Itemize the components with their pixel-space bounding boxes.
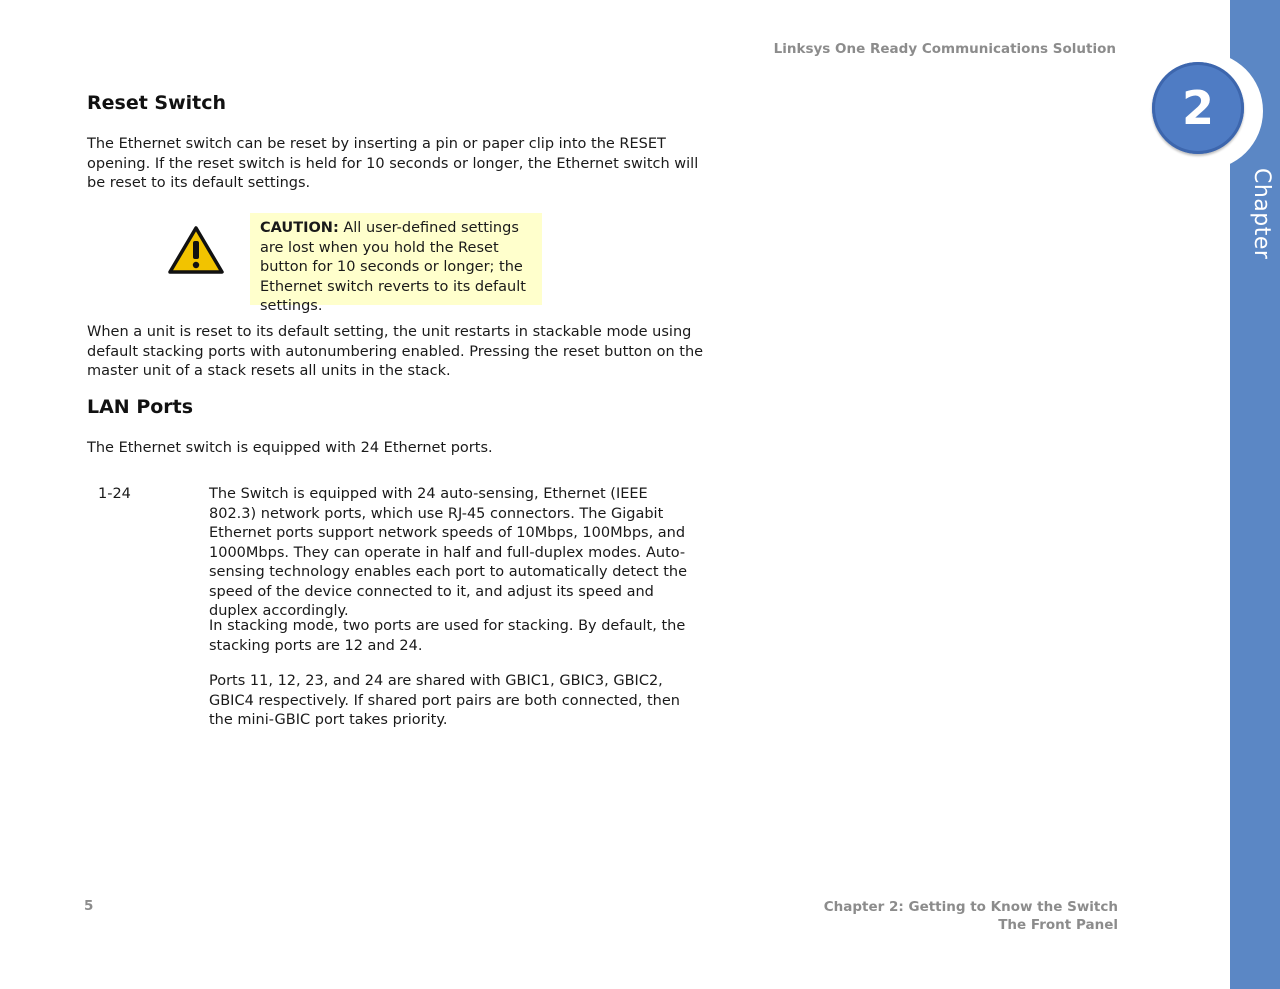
caution-callout [250,213,542,314]
caution-label: CAUTION: [260,220,339,236]
port-description-2: In stacking mode, two ports are used for stacking. By default, the stacking ports are 12 and 24. [209,618,686,654]
reset-switch-paragraph: The Ethernet switch can be reset by inserting a pin or paper clip into the RESET opening. If the reset switch is held for 10 seconds or longer, the Ethernet switch will be reset to its default settings. [87,136,699,191]
footer-chapter-title: Chapter 2: Getting to Know the Switch [823,899,1118,915]
footer-section-title: The Front Panel [998,917,1118,933]
running-header: Linksys One Ready Communications Solution [773,41,1116,57]
reset-default-paragraph: When a unit is reset to its default setting, the unit restarts in stackable mode using default stacking ports with autonumbering enabled. Pressing the reset button on the master unit of a stack resets all units in the stack. [87,324,704,379]
caution-text: All user-defined settings are lost when you hold the Reset button for 10 seconds or longer; the Ethernet switch reverts to its default settings. [260,220,526,314]
warning-triangle-icon [167,225,225,275]
port-description-1: The Switch is equipped with 24 auto-sensing, Ethernet (IEEE 802.3) network ports, which use RJ-45 connectors. The Gigabit Ethernet ports support network speeds of 10Mbps, 100Mbps, and 1000Mbps. They can operate in half and full-duplex modes. Auto-sensing technology enables each port to automatically detect the speed of the device connected to it, and adjust its speed and duplex accordingly. [209,486,688,619]
lan-ports-heading: LAN Ports [87,396,194,418]
chapter-label: Chapter [1249,168,1274,260]
running-footer [824,898,1118,934]
port-range-label: 1-24 [98,486,131,502]
port-description-3: Ports 11, 12, 23, and 24 are shared with GBIC1, GBIC3, GBIC2, GBIC4 respectively. If shared port pairs are both connected, then the mini-GBIC port takes priority. [209,673,680,728]
page-number: 5 [84,898,94,914]
lan-ports-intro: The Ethernet switch is equipped with 24 Ethernet ports. [87,440,493,456]
reset-switch-heading: Reset Switch [87,92,227,114]
chapter-number-badge: 2 [1152,62,1244,154]
